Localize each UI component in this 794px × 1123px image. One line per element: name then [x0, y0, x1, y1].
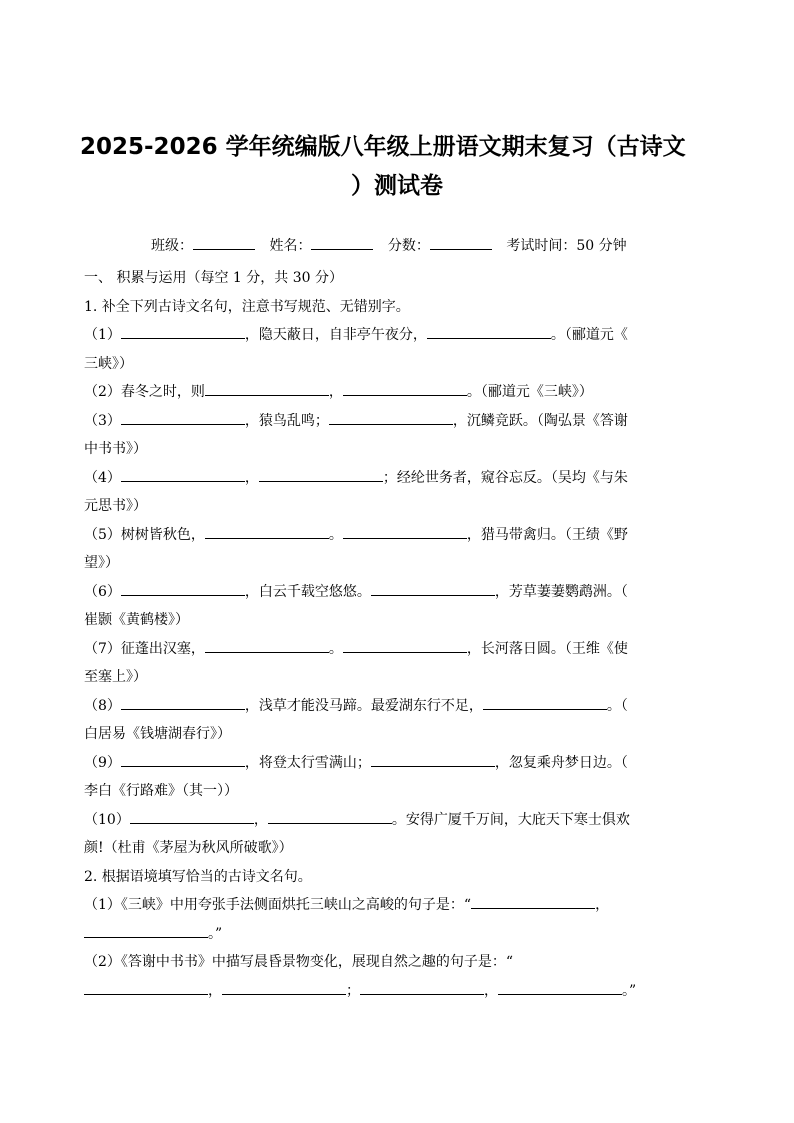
answer-blank[interactable]: [205, 636, 329, 653]
q2-item-1: （1）《三峡》中用夸张手法侧面烘托三峡山之高峻的句子是：“ ，: [84, 891, 696, 920]
q1-item-3: （3） ，猿鸟乱鸣； ，沉鳞竞跃。（陶弘景《答谢: [84, 407, 696, 436]
answer-blank[interactable]: [121, 322, 245, 339]
q2-item-1-cont: 。”: [84, 920, 696, 949]
answer-blank[interactable]: [343, 522, 467, 539]
answer-blank[interactable]: [205, 379, 329, 396]
exam-body: [84, 264, 696, 1005]
class-label: 班级：: [151, 238, 193, 254]
q1-item-5: （5）树树皆秋色， 。 ，猎马带禽归。（王绩《野: [84, 521, 696, 550]
q1-item-3-cont: 中书书》）: [84, 441, 147, 457]
q2-item-2-cont: ， ； ， 。”: [84, 977, 696, 1006]
answer-blank[interactable]: [121, 465, 245, 482]
q2-item-2: （2）《答谢中书书》中描写晨昏景物变化，展现自然之趣的句子是：“: [84, 954, 514, 970]
q1-item-4: （4） ， ；经纶世务者，窥谷忘反。（吴均《与朱: [84, 464, 696, 493]
q1-item-7-cont: 至塞上》）: [84, 669, 147, 685]
answer-blank[interactable]: [121, 693, 245, 710]
answer-blank[interactable]: [84, 978, 208, 995]
answer-blank[interactable]: [84, 921, 208, 938]
answer-blank[interactable]: [259, 465, 383, 482]
answer-blank[interactable]: [427, 322, 551, 339]
class-blank[interactable]: [193, 235, 255, 250]
answer-blank[interactable]: [483, 693, 607, 710]
q1-item-9-cont: 李白《行路难》（其一））: [84, 783, 238, 799]
score-blank[interactable]: [430, 235, 492, 250]
q1-item-2: （2）春冬之时，则 ， 。（郦道元《三峡》）: [84, 378, 696, 407]
q1-item-10-cont: 颜!（杜甫《茅屋为秋风所破歌》）: [84, 840, 293, 856]
q1-item-8-cont: 白居易《钱塘湖春行》）: [84, 726, 231, 742]
q1-item-7: （7）征蓬出汉塞， 。 ，长河落日圆。（王维《使: [84, 635, 696, 664]
q1-item-10: （10） ， 。安得广厦千万间，大庇天下寒士俱欢: [84, 806, 696, 835]
answer-blank[interactable]: [130, 807, 254, 824]
time-label: 考试时间：50 分钟: [506, 238, 627, 254]
section-heading: 一、 积累与运用（每空 1 分，共 30 分）: [84, 270, 343, 286]
score-label: 分数：: [387, 238, 430, 254]
answer-blank[interactable]: [343, 636, 467, 653]
answer-blank[interactable]: [205, 522, 329, 539]
title-line-2: ）测试卷: [351, 173, 443, 199]
answer-blank[interactable]: [371, 750, 495, 767]
exam-title: [80, 128, 714, 206]
answer-blank[interactable]: [121, 579, 245, 596]
q1-item-1-cont: 三峡》）: [84, 355, 133, 372]
name-blank[interactable]: [311, 235, 373, 250]
answer-blank[interactable]: [498, 978, 622, 995]
q1-item-9: （9） ，将登太行雪满山； ，忽复乘舟梦日边。（: [84, 749, 696, 778]
q1-item-6-cont: 崔颢《黄鹤楼》）: [84, 612, 189, 628]
question-1-stem: 1. 补全下列古诗文名句，注意书写规范、无错别字。: [84, 298, 410, 315]
answer-blank[interactable]: [268, 807, 392, 824]
question-2-stem: 2. 根据语境填写恰当的古诗文名句。: [84, 868, 312, 885]
answer-blank[interactable]: [121, 408, 245, 425]
q1-item-4-cont: 元思书》）: [84, 498, 147, 514]
q1-item-6: （6） ，白云千载空悠悠。 ，芳草萋萋鹦鹉洲。（: [84, 578, 696, 607]
answer-blank[interactable]: [222, 978, 346, 995]
q1-item-1: （1） ，隐天蔽日，自非亭午夜分， 。（郦道元《: [84, 321, 696, 350]
answer-blank[interactable]: [121, 750, 245, 767]
answer-blank[interactable]: [329, 408, 453, 425]
answer-blank[interactable]: [371, 579, 495, 596]
q1-item-5-cont: 望》）: [84, 555, 119, 571]
q1-item-8: （8） ，浅草才能没马蹄。最爱湖东行不足， 。（: [84, 692, 696, 721]
answer-blank[interactable]: [343, 379, 467, 396]
answer-blank[interactable]: [471, 892, 595, 909]
title-line-1: 2025-2026 学年统编版八年级上册语文期末复习（古诗文: [80, 134, 686, 160]
answer-blank[interactable]: [360, 978, 484, 995]
student-info-row: [151, 235, 627, 256]
name-label: 姓名：: [269, 238, 312, 254]
